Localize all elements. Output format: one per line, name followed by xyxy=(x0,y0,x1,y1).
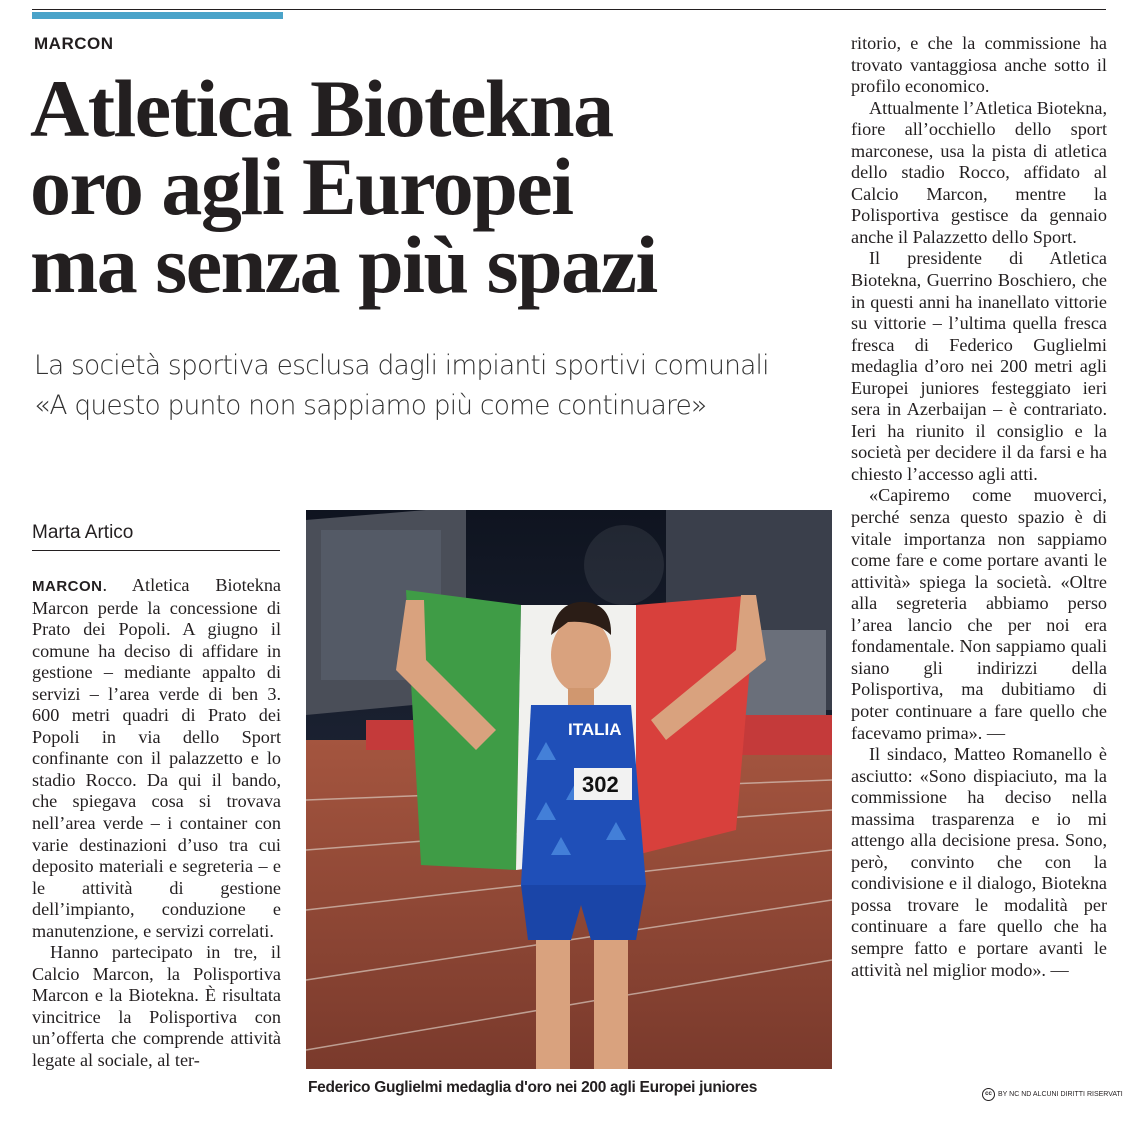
license-text: BY NC ND ALCUNI DIRITTI RISERVATI xyxy=(998,1091,1123,1098)
body-column-right xyxy=(851,33,1107,1111)
body-paragraph: Il presidente di Atletica Biotekna, Guerrino Boschiero, che in questi anni ha inanellato vittorie su vittorie – l’ultima quella fresca fresca di Federico Guglielmi medaglia d’oro nei 200 metri agli Europei juniores festeggiato ieri sera in Azerbaijan – è contrariato. Ieri ha riunito il consiglio e la società per decidere il da farsi e ha chiesto l’accesso agli atti. xyxy=(851,248,1107,484)
dateline: MARCON xyxy=(32,578,103,595)
body-paragraph: «Capiremo come muoverci, perché senza questo spazio è di vitale importanza non sappiamo come fare e come portare avanti le attività» spiega la società. «Oltre alla segreteria abbiamo perso l’area lancio che per noi era fondamentale. Non sappiamo quali siano gli indirizzi della Polisportiva, ma dubitiamo di poter continuare a fare quello che facevamo prima». — xyxy=(851,485,1107,743)
body-paragraph: Il sindaco, Matteo Romanello è asciutto: «Sono dispiaciuto, ma la commissione ha deciso nella massima trasparenza e io mi attengo alla decisione presa. Sono, però, convinto che con la condivisione e il dialogo, Biotekna possa trovare le modalità per continuare a fare quello che ha sempre fatto e portare avanti le attività nel miglior modo». — xyxy=(851,744,1107,980)
athlete-head xyxy=(551,617,611,693)
headline-line: oro agli Europei xyxy=(30,141,573,232)
author-byline: Marta Artico xyxy=(32,522,134,543)
body-paragraph: ritorio, e che la commissione ha trovato vantaggiosa anche sotto il profilo economico. xyxy=(851,33,1107,97)
byline-rule xyxy=(32,550,280,551)
paragraph-text: . Atletica Biotekna Marcon perde la concessione di Prato dei Popoli. A giugno il comune ha deciso di affidare in gestione – mediante appalto di servizi – l’area verde di ben 3. 600 metri quadri di Prato dei Popoli in via dello Sport confinante con il palazzetto e lo stadio Rocco. Da qui il bando, che spiegava cosa si trovava nell’area verde – i container con varie destinazioni d’uso tra cui deposito materiali e segreteria – e le attività di gestione dell’impianto, conduzione e manutenzione, e servizi correlati. xyxy=(32,575,281,941)
photo-caption: Federico Guglielmi medaglia d'oro nei 200 agli Europei juniores xyxy=(308,1079,758,1096)
headline xyxy=(30,63,830,310)
headline-line: Atletica Biotekna xyxy=(30,63,613,154)
subheadline-line: La società sportiva esclusa dagli impianti sportivi comunali xyxy=(34,350,769,381)
subheadline xyxy=(34,346,834,426)
barrier-right xyxy=(736,715,832,755)
body-paragraph: Attualmente l’Atletica Biotekna, fiore all’occhiello dello sport marconese, usa la pista di atletica dello stadio Rocco, affidato al Calcio Marcon, mentre la Polisportiva gestisce da gennaio anche il Palazzetto dello Sport. xyxy=(851,97,1107,247)
article-photo xyxy=(306,510,832,1069)
jersey-text: ITALIA xyxy=(568,720,622,739)
top-rule xyxy=(32,9,1106,10)
athlete-photo-illustration xyxy=(306,510,832,1069)
headline-line: ma senza più spazi xyxy=(30,219,657,310)
license-notice xyxy=(982,1088,1123,1101)
section-kicker: MARCON xyxy=(34,34,114,53)
body-paragraph: Hanno partecipato in tre, il Calcio Marcon, la Polisportiva Marcon e la Biotekna. È risultata vincitrice la Polisportiva con un’offerta che comprende attività legate al sociale, al ter- xyxy=(32,942,281,1071)
stadium-light-glow xyxy=(584,525,664,605)
bib-number: 302 xyxy=(582,772,619,797)
accent-bar xyxy=(32,12,283,19)
athlete-left-leg xyxy=(536,940,570,1069)
athlete-right-leg xyxy=(594,940,628,1069)
body-column-left xyxy=(32,575,281,1105)
subheadline-line: «A questo punto non sappiamo più come continuare» xyxy=(34,390,707,421)
creative-commons-icon: cc xyxy=(982,1088,995,1101)
body-paragraph xyxy=(32,575,281,942)
